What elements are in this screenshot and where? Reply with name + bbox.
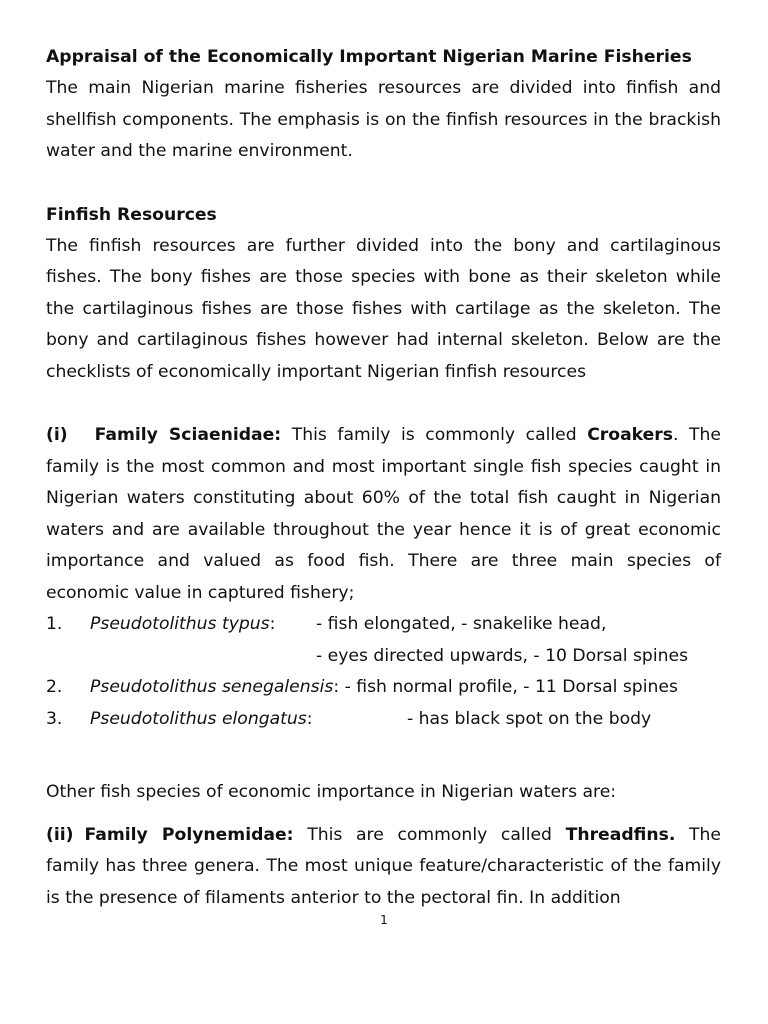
other-species-intro: Other fish species of economic importance in Nigerian waters are: xyxy=(46,782,617,802)
intro-paragraph: The main Nigerian marine fisheries resources are divided into finfish and shellfish components. The emphasis is on the finfish resources in the brackish water and the marine environment. xyxy=(46,78,721,161)
species-name: Pseudotolithus senegalensis: - fish normal profile, - 11 Dorsal spines xyxy=(90,677,678,697)
species-description: - has black spot on the body xyxy=(407,708,652,729)
document-page xyxy=(46,42,721,914)
species-name: Pseudotolithus typus: xyxy=(90,614,276,634)
family-polynemidae-common-name: Threadfins. xyxy=(565,824,676,845)
species-item xyxy=(46,609,721,641)
family-polynemidae-name: Family Polynemidae: xyxy=(84,824,294,845)
species-description: - eyes directed upwards, - 10 Dorsal spines xyxy=(316,645,689,666)
species-number: 3. xyxy=(46,708,63,729)
species-description: - fish normal profile, - 11 Dorsal spines xyxy=(344,677,678,697)
family-polynemidae-text-a: This are commonly called xyxy=(293,824,566,845)
spacer xyxy=(46,388,721,420)
species-item xyxy=(46,672,721,704)
finfish-heading: Finfish Resources xyxy=(46,204,217,225)
spacer xyxy=(46,809,721,820)
species-item-continued xyxy=(46,641,721,673)
page-number: 1 xyxy=(380,913,388,927)
family-sciaenidae-name: Family Sciaenidae: xyxy=(94,425,282,445)
family-sciaenidae-paragraph xyxy=(46,420,721,609)
family-sciaenidae-text-b: . The family is the most common and most important single fish species caught in Nigerian waters constituting about 60% of the total fish caught in Nigerian waters and are available throughout the year hence it is of great economic importance and valued as food fish. There are three main species of economic value in captured fishery; xyxy=(46,425,721,603)
family-polynemidae-paragraph xyxy=(46,820,721,915)
finfish-paragraph: The finfish resources are further divided into the bony and cartilaginous fishes. The bony fishes are those species with bone as their skeleton while the cartilaginous fishes are those fishes with cartilage as the skeleton. The bony and cartilaginous fishes however had internal skeleton. Below are the checklists of economically important Nigerian finfish resources xyxy=(46,235,721,382)
species-item xyxy=(46,704,721,736)
species-number: 1. xyxy=(46,614,63,634)
species-list xyxy=(46,609,721,735)
document-title: Appraisal of the Economically Important Nigerian Marine Fisheries xyxy=(46,47,692,67)
spacer xyxy=(46,168,721,200)
family-sciaenidae-text-a: This family is commonly called xyxy=(281,425,588,445)
species-name: Pseudotolithus elongatus: xyxy=(90,708,313,729)
family-polynemidae-number: (ii) xyxy=(46,824,74,845)
family-sciaenidae-number: (i) xyxy=(46,425,68,445)
species-description: - fish elongated, - snakelike head, xyxy=(316,614,607,634)
spacer xyxy=(46,735,721,777)
family-sciaenidae-common-name: Croakers xyxy=(587,425,674,445)
species-number: 2. xyxy=(46,677,63,697)
family-polynemidae-text-b: The family has three genera. The most unique feature/characteristic of the family is the presence of filaments anterior to the pectoral fin. In addition xyxy=(46,824,721,908)
